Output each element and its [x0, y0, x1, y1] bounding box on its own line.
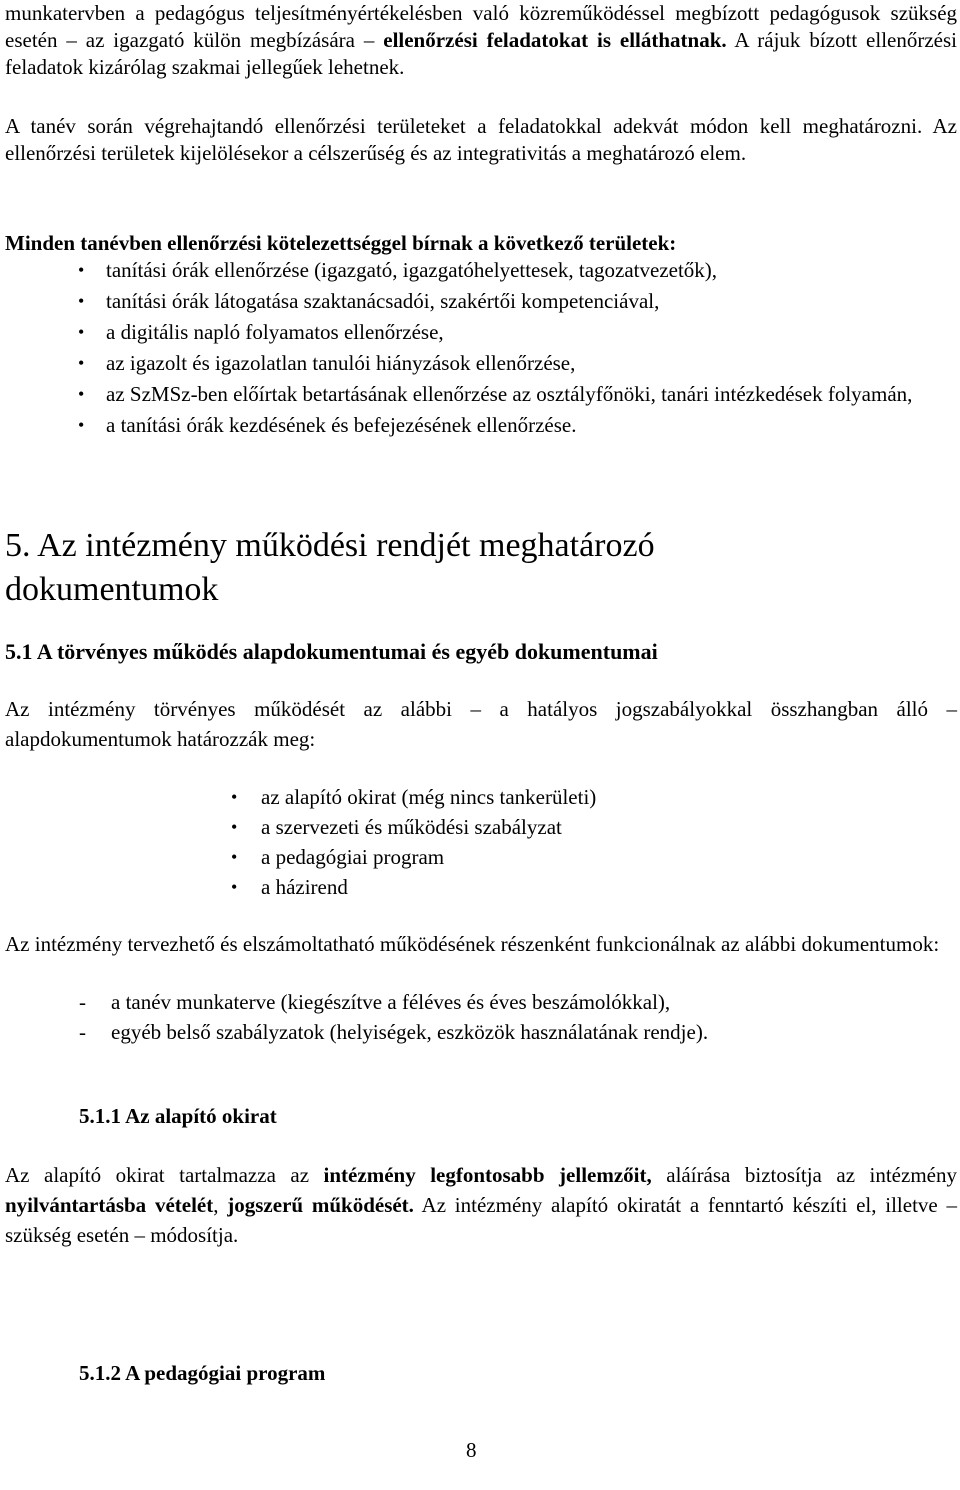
section-5-title: 5. Az intézmény működési rendjét meghatározó dokumentumok: [5, 527, 655, 608]
p1-line3a-bold: láthatnak.: [635, 28, 727, 52]
bullet-icon: •: [231, 877, 238, 897]
p1-line2b-bold: ellenőrzési feladatokat is: [383, 28, 611, 52]
list-item: • a digitális napló folyamatos ellenőrzése,: [78, 320, 444, 344]
areas-list: [5, 257, 957, 439]
list-item: • tanítási órák látogatása szaktanácsadói, szakértői kompetenciával,: [78, 289, 660, 313]
section-5-1-intro: Az intézmény törvényes működését az alábbi – a hatályos jogszabályokkal összhangban álló – alapdokumentumok határozzák meg:: [5, 697, 957, 751]
list-item: • a szervezeti és működési szabályzat: [5, 812, 905, 842]
bullet-icon: •: [78, 384, 85, 404]
section-5-1-2-title: 5.1.2 A pedagógiai program: [79, 1361, 326, 1385]
other-documents-list: [5, 987, 905, 1047]
section-5-1-1-title: 5.1.1 Az alapító okirat: [79, 1104, 277, 1128]
bullet-icon: •: [78, 415, 85, 435]
paragraph-continuation: munkatervben a pedagógus teljesítményértékelésben való közreműködéssel megbízott pedagógusok szükség esetén – az igazgató külön megbízására – ellenőrzési feladatokat is elláthatnak. A rájuk bízott ellenőrzési feladatok kizárólag szakmai jellegűek lehetnek.: [5, 1, 958, 79]
list-item: - egyéb belső szabályzatok (helyiségek, eszközök használatának rendje).: [5, 1017, 905, 1047]
list-item: • a házirend: [5, 872, 905, 902]
list-item: • tanítási órák ellenőrzése (igazgató, igazgatóhelyettesek, tagozatvezetők),: [78, 258, 718, 282]
basic-documents-list: [5, 782, 905, 902]
paragraph-control-areas: A tanév során végrehajtandó ellenőrzési területeket a feladatokkal adekvát módon kell meghatározni. Az ellenőrzési területek kijelölésekor a célszerűség és az integrativitás a meghatározó elem.: [5, 114, 957, 165]
bullet-icon: •: [231, 847, 238, 867]
p1-line3b: A rájuk bízott ellenőrzési feladatok kizárólag szakmai jellegűek lehetnek.: [5, 28, 957, 79]
section-5-1-intro2: Az intézmény tervezhető és elszámoltatható működésének részenként funkcionálnak az alábbi dokumentumok:: [5, 932, 940, 956]
list-item: • az SzMSz-ben előírtak betartásának ellenőrzése az osztályfőnöki, tanári intézkedések folyamán,: [78, 382, 913, 406]
bullet-icon: •: [78, 322, 85, 342]
list-item: • az alapító okirat (még nincs tankerületi): [5, 782, 905, 812]
section-5-1-title: 5.1 A törvényes működés alapdokumentumai és egyéb dokumentumai: [5, 639, 658, 664]
bullet-icon: •: [78, 291, 85, 311]
bullet-icon: •: [231, 817, 238, 837]
bullet-icon: •: [78, 353, 85, 373]
bullet-icon: •: [78, 260, 85, 280]
list-item: • a pedagógiai program: [5, 842, 905, 872]
p1-line1: munkatervben a pedagógus teljesítményértékelésben való közreműködéssel megbízott: [5, 1, 760, 25]
dash-icon: -: [79, 990, 86, 1014]
dash-icon: -: [79, 1020, 86, 1044]
section-5-1-1-paragraph: Az alapító okirat tartalmazza az intézmény legfontosabb jellemzőit, aláírása biztosítja az intézmény nyilvántartásba vételét, jogszerű működését. Az intézmény alapító okiratát a fenntartó készíti el, illetve – szükség esetén – módosítja.: [5, 1163, 957, 1247]
p1-line2a: pedagógusok szükség esetén – az igazgató külön megbízására –: [5, 1, 958, 52]
bullet-icon: •: [231, 787, 238, 807]
list-item: • a tanítási órák kezdésének és befejezésének ellenőrzése.: [78, 413, 577, 437]
page-number: 8: [466, 1438, 477, 1462]
areas-heading: Minden tanévben ellenőrzési kötelezettséggel bírnak a következő területek:: [5, 231, 677, 255]
list-item: • az igazolt és igazolatlan tanulói hiányzások ellenőrzése,: [78, 351, 576, 375]
list-item: - a tanév munkaterve (kiegészítve a féléves és éves beszámolókkal),: [5, 987, 905, 1017]
